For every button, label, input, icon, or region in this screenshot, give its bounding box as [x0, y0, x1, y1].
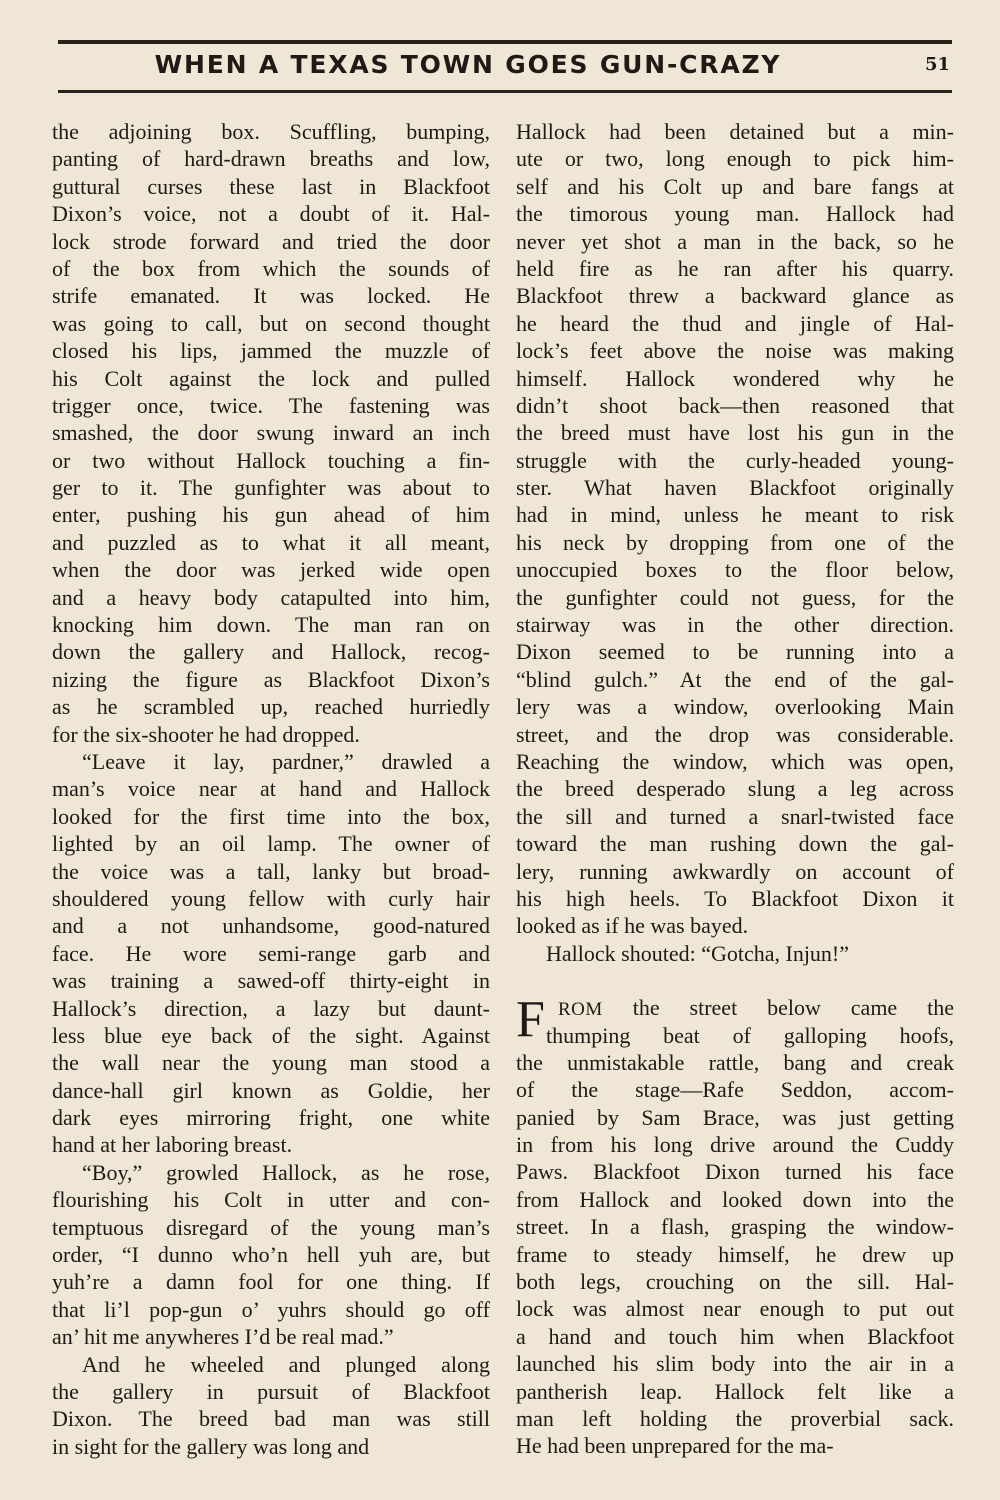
page-number: 51 [924, 54, 950, 75]
text-line: Dixon. The breed bad man was still [52, 1406, 490, 1432]
text-line: of the stage—Rafe Seddon, accom- [516, 1077, 954, 1103]
text-line: and puzzled as to what it all meant, [52, 529, 490, 555]
text-line: a hand and touch him when Blackfoot [516, 1323, 954, 1349]
text-line: in from his long drive around the Cuddy [516, 1132, 954, 1158]
text-line: less blue eye back of the sight. Against [52, 1022, 490, 1048]
right-column-top-text [516, 118, 954, 967]
text-line: was training a sawed-off thirty-eight in [52, 968, 490, 994]
section-first-line-rest: the street below came the [632, 995, 954, 1021]
text-line: lock was almost near enough to put out [516, 1296, 954, 1322]
text-line: strife emanated. It was locked. He [52, 283, 490, 309]
text-line: self and his Colt up and bare fangs at [516, 173, 954, 199]
text-line: lock strode forward and tried the door [52, 228, 490, 254]
section-start [516, 991, 954, 1460]
text-line: frame to steady himself, he drew up [516, 1241, 954, 1267]
header-top-rule [58, 40, 952, 44]
text-line: for the six-shooter he had dropped. [52, 721, 360, 747]
text-line: the adjoining box. Scuffling, bumping, [52, 119, 490, 144]
text-line: Dixon’s voice, not a doubt of it. Hal- [52, 201, 490, 227]
text-line: Paws. Blackfoot Dixon turned his face [516, 1159, 954, 1185]
text-line: that li’l pop-gun o’ yuhrs should go off [52, 1296, 490, 1322]
text-line: flourishing his Colt in utter and con- [52, 1187, 490, 1213]
text-line: he heard the thud and jingle of Hal- [516, 310, 954, 336]
text-line: Reaching the window, which was open, [516, 748, 954, 774]
header-bottom-rule [58, 90, 952, 93]
left-column [52, 118, 490, 1460]
text-line: lery was a window, overlooking Main [516, 694, 954, 720]
text-line: nizing the figure as Blackfoot Dixon’s [52, 666, 490, 692]
text-line: both legs, crouching on the sill. Hal- [516, 1269, 954, 1295]
text-line: knocking him down. The man ran on [52, 612, 490, 638]
text-line: the wall near the young man stood a [52, 1050, 490, 1076]
text-line: the unmistakable rattle, bang and creak [516, 1049, 954, 1075]
text-line: the breed must have lost his gun in the [516, 420, 954, 446]
text-line: in sight for the gallery was long and [52, 1433, 370, 1459]
text-line: lery, running awkwardly on account of [516, 858, 954, 884]
text-line: the sill and turned a snarl-twisted face [516, 803, 954, 829]
section-first-line [516, 994, 954, 1021]
text-line: toward the man rushing down the gal- [516, 831, 954, 857]
text-line: temptuous disregard of the young man’s [52, 1214, 490, 1240]
text-line: shouldered young fellow with curly hair [52, 885, 490, 911]
section-break [516, 967, 954, 994]
text-line: looked as if he was bayed. [516, 913, 749, 939]
text-line: an’ hit me anywheres I’d be real mad.” [52, 1324, 394, 1350]
text-line: Dixon seemed to be running into a [516, 639, 954, 665]
right-column [516, 118, 954, 1460]
right-column-section-text [516, 1022, 954, 1460]
text-line: and a heavy body catapulted into him, [52, 584, 490, 610]
text-line: of the box from which the sounds of [52, 255, 490, 281]
text-line: launched his slim body into the air in a [516, 1351, 954, 1377]
text-line: Hallock’s direction, a lazy but daunt- [52, 995, 490, 1021]
text-line: Hallock shouted: “Gotcha, Injun!” [546, 940, 850, 966]
text-line: himself. Hallock wondered why he [516, 365, 954, 391]
text-line: man’s voice near at hand and Hallock [52, 776, 490, 802]
text-line: closed his lips, jammed the muzzle of [52, 338, 490, 364]
text-line: had in mind, unless he meant to risk [516, 502, 954, 528]
drop-cap: F [516, 991, 545, 1049]
text-line: He had been unprepared for the ma- [516, 1433, 834, 1459]
text-line: his Colt against the lock and pulled [52, 365, 490, 391]
text-line: the voice was a tall, lanky but broad- [52, 858, 490, 884]
text-line: the gunfighter could not guess, for the [516, 584, 954, 610]
text-line: ster. What haven Blackfoot originally [516, 475, 954, 501]
text-line: lighted by an oil lamp. The owner of [52, 831, 490, 857]
text-line: unoccupied boxes to the floor below, [516, 557, 954, 583]
text-line: panied by Sam Brace, was just getting [516, 1104, 954, 1130]
text-line: was going to call, but on second thought [52, 310, 490, 336]
text-line: Blackfoot threw a backward glance as [516, 283, 954, 309]
text-line: smashed, the door swung inward an inch [52, 420, 490, 446]
text-line: thumping beat of galloping hoofs, [546, 1022, 954, 1048]
text-line: order, “I dunno who’n hell yuh are, but [52, 1242, 490, 1268]
text-line: as he scrambled up, reached hurriedly [52, 694, 490, 720]
text-line: looked for the first time into the box, [52, 803, 490, 829]
text-line: down the gallery and Hallock, recog- [52, 639, 490, 665]
text-line: the breed desperado slung a leg across [516, 776, 954, 802]
text-line: never yet shot a man in the back, so he [516, 228, 954, 254]
text-line: trigger once, twice. The fastening was [52, 392, 490, 418]
text-line: panting of hard-drawn breaths and low, [52, 146, 490, 172]
text-line: “blind gulch.” At the end of the gal- [516, 666, 954, 692]
text-line: his neck by dropping from one of the [516, 529, 954, 555]
text-line: and a not unhandsome, good-natured [52, 913, 490, 939]
text-line: face. He wore semi-range garb and [52, 940, 490, 966]
text-line: man left holding the proverbial sack. [516, 1405, 954, 1431]
text-line: from Hallock and looked down into the [516, 1186, 954, 1212]
text-line: street, and the drop was considerable. [516, 721, 954, 747]
text-line: ute or two, long enough to pick him- [516, 146, 954, 172]
text-line: dark eyes mirroring fright, one white [52, 1105, 490, 1131]
text-line: stairway was in the other direction. [516, 612, 954, 638]
text-line: the timorous young man. Hallock had [516, 201, 954, 227]
running-head-title: WHEN A TEXAS TOWN GOES GUN-CRAZY [154, 50, 782, 79]
text-line: “Leave it lay, pardner,” drawled a [82, 748, 490, 774]
section-lead-word: ROM [558, 999, 603, 1021]
text-line: hand at her laboring breast. [52, 1132, 293, 1158]
text-line: when the door was jerked wide open [52, 557, 490, 583]
text-line: And he wheeled and plunged along [82, 1351, 490, 1377]
text-line: dance-hall girl known as Goldie, her [52, 1077, 490, 1103]
text-line: or two without Hallock touching a fin- [52, 447, 490, 473]
text-line: didn’t shoot back—then reasoned that [516, 392, 954, 418]
text-line: held fire as he ran after his quarry. [516, 255, 954, 281]
text-line: Hallock had been detained but a min- [516, 119, 954, 144]
text-line: his high heels. To Blackfoot Dixon it [516, 885, 954, 911]
text-line: pantherish leap. Hallock felt like a [516, 1378, 954, 1404]
text-line: “Boy,” growled Hallock, as he rose, [82, 1159, 490, 1185]
text-line: yuh’re a damn fool for one thing. If [52, 1269, 490, 1295]
text-line: the gallery in pursuit of Blackfoot [52, 1378, 490, 1404]
text-line: lock’s feet above the noise was making [516, 338, 954, 364]
text-line: street. In a flash, grasping the window- [516, 1214, 954, 1240]
text-line: enter, pushing his gun ahead of him [52, 502, 490, 528]
text-line: guttural curses these last in Blackfoot [52, 173, 490, 199]
text-line: struggle with the curly-headed young- [516, 447, 954, 473]
text-line: ger to it. The gunfighter was about to [52, 475, 490, 501]
